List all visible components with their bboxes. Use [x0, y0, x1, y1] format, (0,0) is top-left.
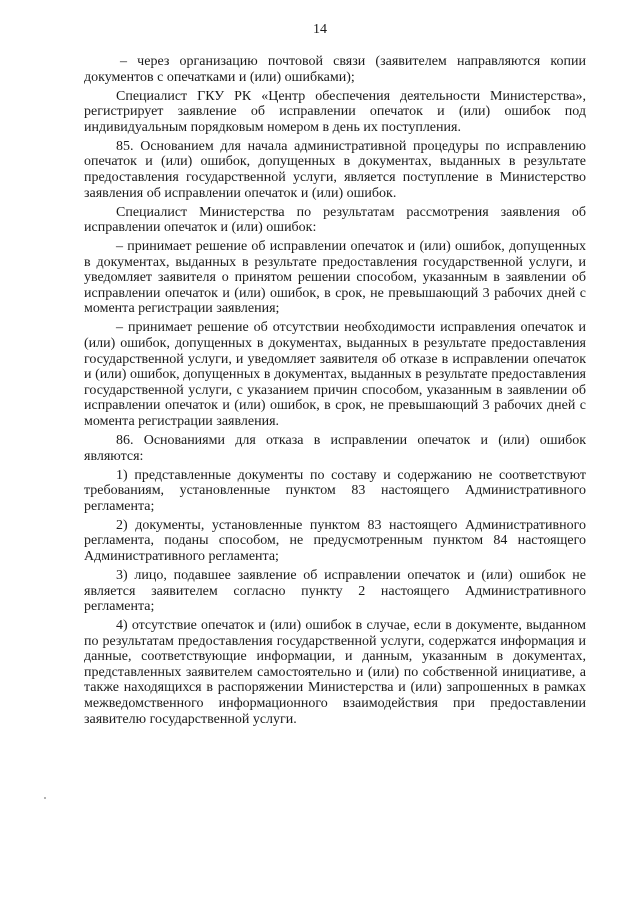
paragraph-86: 86. Основаниями для отказа в исправлении опечаток и (или) ошибок являются:: [84, 433, 586, 464]
paragraph-postal-delivery: – через организацию почтовой связи (заявителем направляются копии документов с опечатками и (или) ошибками);: [84, 54, 586, 85]
list-item-1: 1) представленные документы по составу и содержанию не соответствуют требованиям, установленные пунктом 83 настоящего Административного регламента;: [84, 467, 586, 514]
paragraph-specialist-review: Специалист Министерства по результатам рассмотрения заявления об исправлении опечаток и (или) ошибок:: [84, 204, 586, 236]
paragraph-decision-refuse: – принимает решение об отсутствии необходимости исправления опечаток и (или) ошибок, допущенных в документах, выданных в результате предоставления государственной услуги, и уведомляет заявителя об отказе в исправлении опечаток и (или) ошибок, допущенных в документах, выданных в результате предоставления государственной услуги, с указанием причин способом, указанным в заявлении об исправлении опечаток и (или) ошибок, в срок, не превышающий 3 рабочих дней с момента регистрации заявления.: [84, 320, 586, 430]
list-item-4: 4) отсутствие опечаток и (или) ошибок в случае, если в документе, выданном по результатам предоставления государственной услуги, содержатся информация и данные, соответствующие информации, и данным, указанным в документах, представленных заявителем самостоятельно и (или) по собственной инициативе, а также находящихся в распоряжении Министерства и (или) запрошенных в рамках межведомственного информационного взаимодействия при предоставлении заявителю государственной услуги.: [84, 618, 586, 727]
paragraph-85: 85. Основанием для начала административной процедуры по исправлению опечаток и (или) ошибок, допущенных в документах, выданных в результате предоставления государственной услуги, является поступление в Министерство заявления об исправлении опечаток и (или) ошибок.: [84, 138, 586, 201]
list-item-2: 2) документы, установленные пунктом 83 настоящего Административного регламента, поданы способом, не предусмотренным пунктом 84 настоящего Административного регламента;: [84, 517, 586, 564]
paragraph-decision-correct: – принимает решение об исправлении опечаток и (или) ошибок, допущенных в документах, выданных в результате предоставления государственной услуги, и уведомляет заявителя о принятом решении способом, указанным в заявлении об исправлении опечаток и (или) ошибок, в срок, не превышающий 3 рабочих дней с момента регистрации заявления;: [84, 239, 586, 317]
list-item-3: 3) лицо, подавшее заявление об исправлении опечаток и (или) ошибок не является заявителем согласно пункту 2 настоящего Административного регламента;: [84, 567, 586, 615]
scan-speck: [44, 797, 46, 799]
page-number: 14: [313, 22, 327, 37]
paragraph-registration: Специалист ГКУ РК «Центр обеспечения деятельности Министерства», регистрирует заявление об исправлении опечаток и (или) ошибок под индивидуальным порядковым номером в день их поступления.: [84, 88, 586, 135]
document-body: [84, 54, 586, 731]
